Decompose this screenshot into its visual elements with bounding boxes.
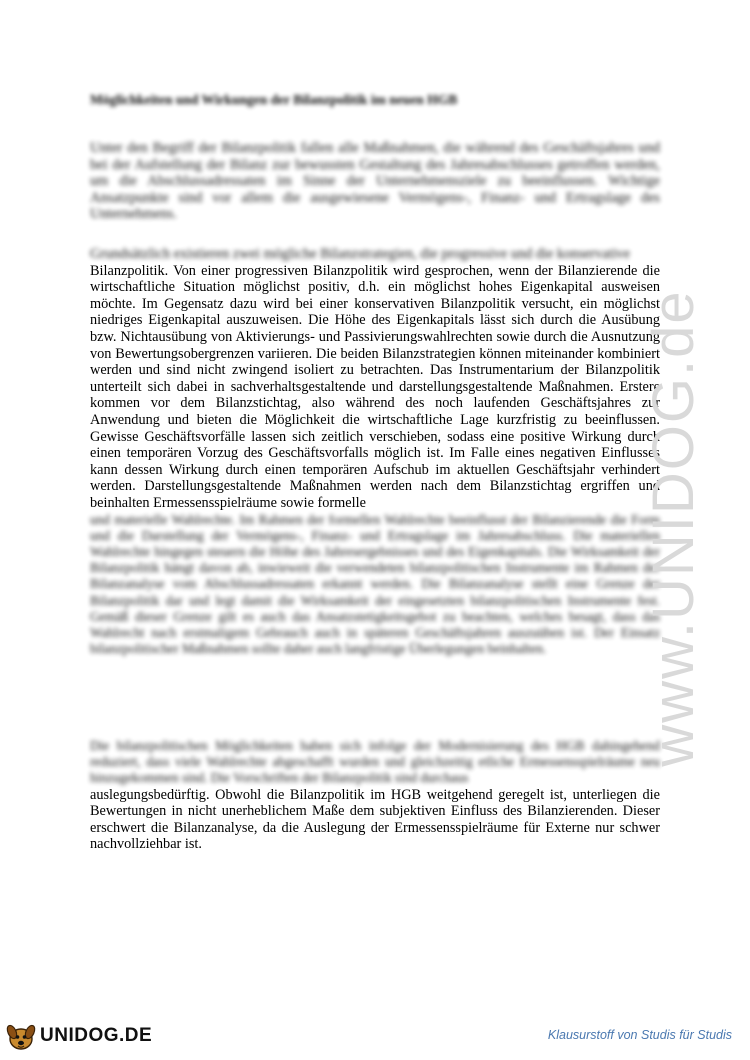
paragraph-conclusion-blurred: Die bilanzpolitischen Möglichkeiten haben sich infolge der Modernisierung des HGB dahingehend reduziert, dass viele Wahlrechte abgeschafft wurden und gleichzeitig etliche Ermessensspielräume neu hinzugekommen sind. Die Vorschriften der Bilanzpolitik sind durchaus — [90, 738, 660, 786]
paragraph-strategies-blurred-bottom: und materielle Wahlrechte. Im Rahmen der formellen Wahlrechte beeinflusst der Bilanzierende die Form und die Darstellung der Vermögens-, Finanz- und Ertragslage im Jahresabschluss. Die materiellen Wahlrechte hingegen steuern die Höhe des Jahresergebnisses und des Eigenkapitals. Die Wirksamkeit der Bilanzpolitik hängt davon ab, inwieweit die verwendeten bilanzpolitischen Instrumente im Rahmen der Bilanzanalyse vom Abschlussadressaten erkannt werden. Die Bilanzanalyse stellt eine Grenze der Bilanzpolitik dar und legt damit die Wirksamkeit der eingesetzten bilanzpolitischen Instrumente fest. Gemäß dieser Grenze gilt es auch das Ansatzstetigkeitsgebot zu beachten, welches besagt, dass das Wahlrecht nach erstmaligem Gebrauch auch in späteren Geschäftsjahren auszuüben ist. Der Einsatz bilanzpolitischer Maßnahmen sollte daher auch langfristige Überlegungen beinhalten. — [90, 511, 660, 657]
footer-slogan: Klausurstoff von Studis für Studis — [547, 1028, 732, 1042]
document-title: Möglichkeiten und Wirkungen der Bilanzpolitik im neuen HGB — [90, 92, 458, 107]
paragraph-conclusion-visible: auslegungsbedürftig. Obwohl die Bilanzpolitik im HGB weitgehend geregelt ist, unterliegen die Bewertungen in nicht unerheblichem Maße dem subjektiven Einfluss des Bilanzierenden. Dieser erschwert die Bilanzanalyse, da die Auslegung der Ermessensspielräume für Externe nur schwer nachvollziehbar ist. — [90, 786, 660, 853]
paragraph-intro: Unter den Begriff der Bilanzpolitik fallen alle Maßnahmen, die während des Geschäftsjahres und bei der Aufstellung der Bilanz zur bewussten Gestaltung des Jahresabschlusses getroffen werden, um die Abschlussadressaten im Sinne der Unternehmensziele zu beeinflussen. Wichtige Ansatzpunkte sind vor allem die ausgewiesene Vermögens-, Finanz- und Ertragslage des Unternehmens. — [90, 140, 660, 223]
paragraph-strategies-blurred-top: Grundsätzlich existieren zwei mögliche Bilanzstrategien, die progressive und die konservative — [90, 246, 630, 262]
logo-text: UNIDOG.DE — [40, 1025, 153, 1046]
paragraph-strategies-visible: Bilanzpolitik. Von einer progressiven Bilanzpolitik wird gesprochen, wenn der Bilanzierende die wirtschaftliche Situation möglichst positiv, d.h. ein möglichst hohes Eigenkapital ausweisen möchte. Im Gegensatz dazu wird bei einer konservativen Bilanzpolitik versucht, ein möglichst niedriges Eigenkapital auszuweisen. Die Höhe des Eigenkapitals lässt sich durch die Ausübung bzw. Nichtausübung von Aktivierungs- und Passivierungswahlrechten sowie durch die Ausnutzung von Bewertungsobergrenzen variieren. Die beiden Bilanzstrategien können miteinander kombiniert werden und sind nicht zwingend isoliert zu betrachten. Das Instrumentarium der Bilanzpolitik unterteilt sich dabei in sachverhaltsgestaltende und darstellungsgestaltende Maßnahmen. Erstere kommen vor dem Bilanzstichtag, also während des noch laufenden Geschäftsjahres zur Anwendung und bieten die Möglichkeit die wirtschaftliche Lage kurzfristig zu beeinflussen. Gewisse Geschäftsvorfälle lassen sich zeitlich verschieben, sodass eine positive Wirkung durch einen temporären Vorzug des Geschäftsvorfalls möglich ist. Im Falle eines negativen Einflusses kann dessen Wirkung durch einen temporären Aufschub im aktuellen Geschäftsjahr verhindert werden. Darstellungsgestaltende Maßnahmen werden nach dem Bilanzstichtag ergriffen und beinhalten Ermessensspielräume sowie formelle — [90, 262, 660, 511]
dog-mascot-icon — [4, 1020, 38, 1052]
watermark-text: www.UNIDOG.de — [640, 289, 706, 767]
unidog-logo — [4, 1019, 174, 1053]
paragraph-conclusion — [90, 738, 660, 853]
paragraph-strategies — [90, 246, 660, 657]
